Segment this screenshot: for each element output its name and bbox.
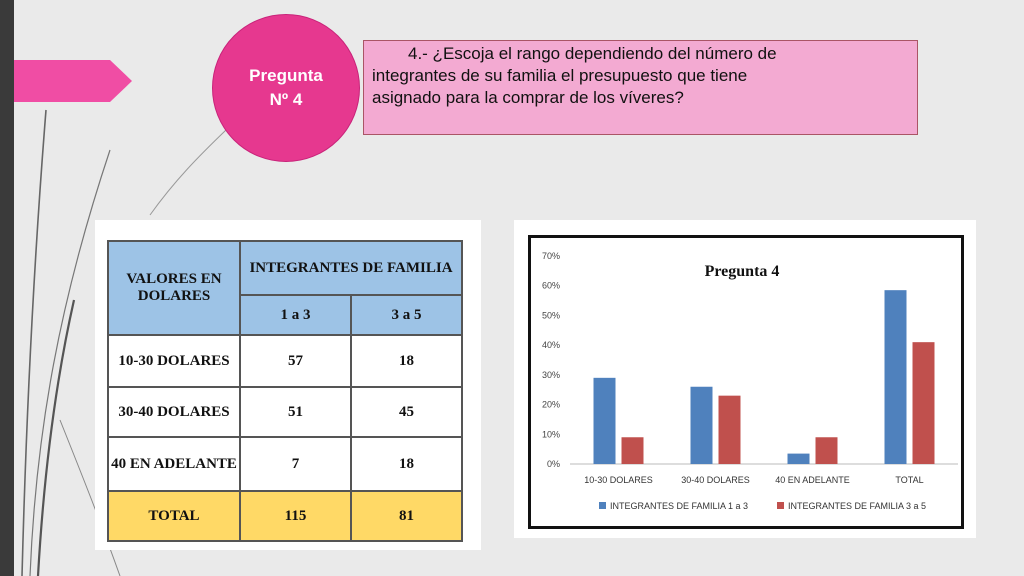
table-cell: 57	[240, 335, 351, 387]
table-total-a: 115	[240, 491, 351, 541]
x-tick-label: 40 EN ADELANTE	[775, 475, 850, 485]
y-tick-label: 50%	[541, 310, 560, 321]
legend-swatch	[777, 502, 784, 509]
table-col-1-header: 1 a 3	[240, 295, 351, 335]
table-total-row	[108, 491, 462, 541]
y-tick-label: 10%	[541, 429, 560, 440]
x-tick-label: 10-30 DOLARES	[584, 475, 653, 485]
table-group-header: INTEGRANTES DE FAMILIA	[240, 241, 462, 295]
question-number-badge	[212, 14, 360, 162]
bar-series-1	[788, 454, 810, 464]
y-tick-label: 60%	[541, 280, 560, 291]
table-cell: 45	[351, 387, 462, 437]
question-line-3: asignado para la comprar de los víveres?	[372, 88, 684, 107]
table-col-2-header: 3 a 5	[351, 295, 462, 335]
table-row	[108, 437, 462, 491]
bar-series-2	[913, 342, 935, 464]
x-tick-label: TOTAL	[895, 475, 924, 485]
x-tick-label: 30-40 DOLARES	[681, 475, 750, 485]
legend-swatch	[599, 502, 606, 509]
table-row-label: 30-40 DOLARES	[108, 387, 240, 437]
question-line-1: 4.- ¿Escoja el rango dependiendo del número de	[408, 44, 777, 63]
chart-image-panel	[514, 220, 976, 538]
legend-label: INTEGRANTES DE FAMILIA 3 a 5	[788, 501, 927, 511]
bar-series-1	[594, 378, 616, 464]
y-tick-label: 40%	[541, 340, 560, 351]
y-tick-label: 30%	[541, 369, 560, 380]
badge-line-1: Pregunta	[249, 66, 323, 85]
bar-series-2	[719, 396, 741, 464]
bar-series-1	[885, 290, 907, 464]
table-total-label: TOTAL	[108, 491, 240, 541]
y-tick-label: 0%	[546, 459, 560, 469]
data-table	[107, 240, 463, 542]
bar-series-2	[622, 437, 644, 464]
legend-label: INTEGRANTES DE FAMILIA 1 a 3	[610, 501, 749, 511]
table-total-b: 81	[351, 491, 462, 541]
chart-title: Pregunta 4	[704, 263, 780, 280]
table-row-header: VALORES EN DOLARES	[108, 241, 240, 335]
y-tick-label: 70%	[541, 251, 560, 261]
y-tick-label: 20%	[541, 399, 560, 410]
table-cell: 7	[240, 437, 351, 491]
bar-chart	[514, 220, 976, 538]
table-image-panel	[95, 220, 481, 550]
table-row-label: 10-30 DOLARES	[108, 335, 240, 387]
table-cell: 18	[351, 335, 462, 387]
bar-series-2	[816, 437, 838, 464]
table-row-label: 40 EN ADELANTE	[108, 437, 240, 491]
table-row	[108, 335, 462, 387]
badge-line-2: Nº 4	[269, 90, 303, 109]
bar-series-1	[691, 387, 713, 464]
question-box	[363, 40, 918, 135]
table-cell: 18	[351, 437, 462, 491]
pink-arrow-shape	[14, 60, 132, 102]
table-row	[108, 387, 462, 437]
table-cell: 51	[240, 387, 351, 437]
question-line-2: integrantes de su familia el presupuesto que tiene	[372, 66, 748, 85]
